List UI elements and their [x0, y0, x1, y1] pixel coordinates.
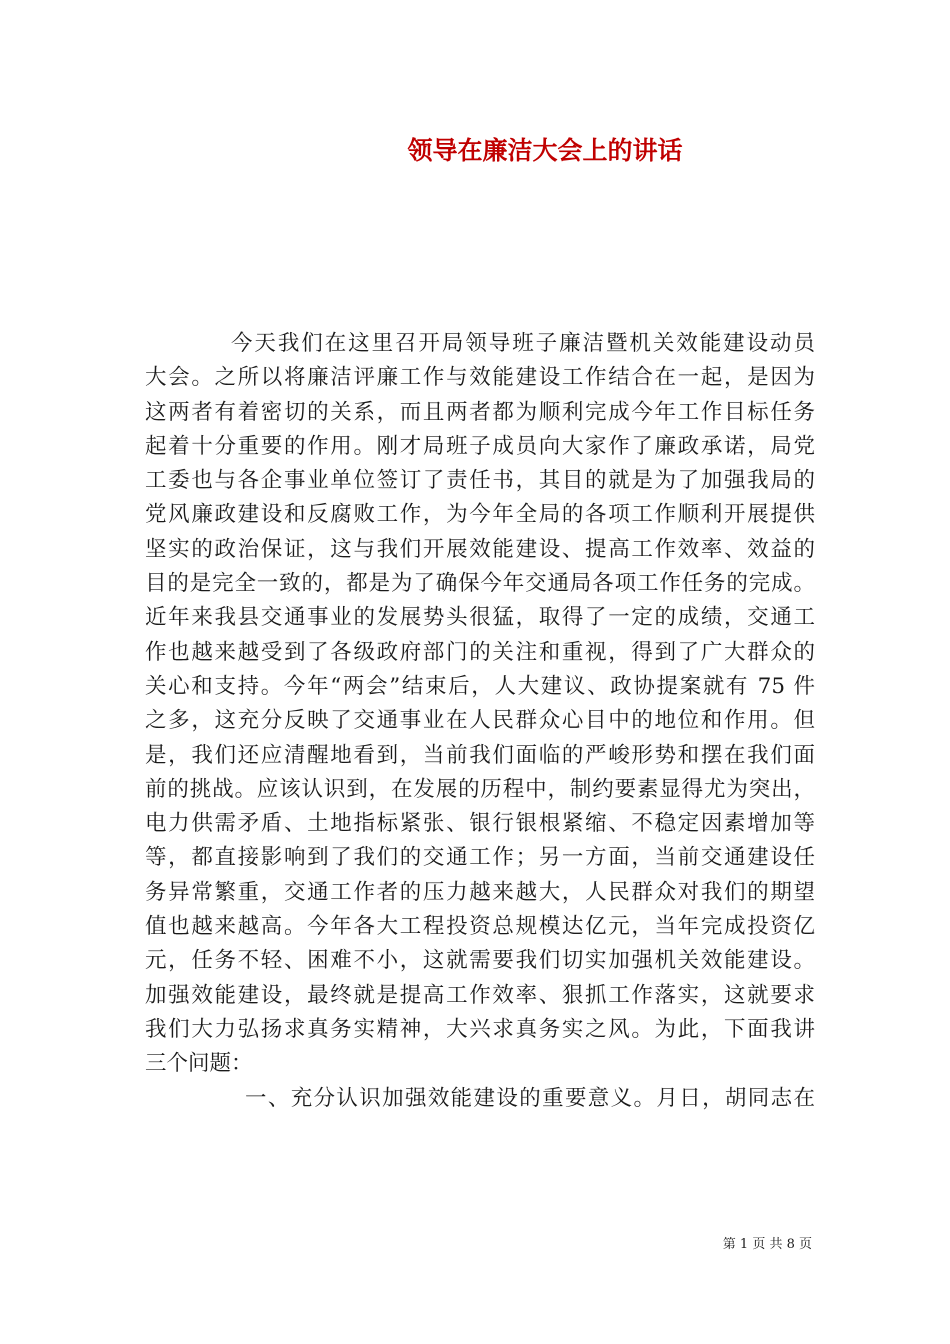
body-line: 电力供需矛盾、土地指标紧张、银行银根紧缩、不稳定因素增加等 [145, 811, 815, 837]
body-line: 关心和支持。今年“两会”结束后，人大建议、政协提案就有 75 件 [145, 673, 815, 699]
body-line: 加强效能建设，最终就是提高工作效率、狠抓工作落实，这就要求 [145, 982, 815, 1008]
body-line: 今天我们在这里召开局领导班子廉洁暨机关效能建设动员 [231, 331, 815, 356]
body-line: 之多，这充分反映了交通事业在人民群众心目中的地位和作用。但 [145, 708, 815, 734]
body-line: 目的是完全一致的，都是为了确保今年交通局各项工作任务的完成。 [145, 571, 815, 597]
body-line: 前的挑战。应该认识到，在发展的历程中，制约要素显得尤为突出， [145, 776, 815, 802]
body-line: 起着十分重要的作用。刚才局班子成员向大家作了廉政承诺，局党 [145, 433, 815, 459]
body-line: 是，我们还应清醒地看到，当前我们面临的严峻形势和摆在我们面 [145, 742, 815, 768]
body-line: 坚实的政治保证，这与我们开展效能建设、提高工作效率、效益的 [145, 536, 815, 562]
page-number: 第 1 页 共 8 页 [722, 1237, 812, 1252]
body-line: 一、充分认识加强效能建设的重要意义。月日，胡同志在 [245, 1085, 815, 1111]
body-line: 这两者有着密切的关系，而且两者都为顺利完成今年工作目标任务 [145, 399, 815, 425]
body-line: 作也越来越受到了各级政府部门的关注和重视，得到了广大群众的 [145, 639, 815, 665]
document-body [145, 327, 815, 1116]
body-line: 工委也与各企事业单位签订了责任书，其目的就是为了加强我局的 [145, 468, 815, 494]
document-title: 领导在廉洁大会上的讲话 [407, 136, 683, 165]
body-line: 大会。之所以将廉洁评廉工作与效能建设工作结合在一起，是因为 [145, 365, 815, 391]
body-line: 务异常繁重，交通工作者的压力越来越大，人民群众对我们的期望 [145, 879, 815, 905]
body-line: 值也越来越高。今年各大工程投资总规模达亿元，当年完成投资亿 [145, 914, 815, 940]
body-line: 三个问题： [145, 1051, 253, 1077]
body-line: 我们大力弘扬求真务实精神，大兴求真务实之风。为此，下面我讲 [145, 1016, 815, 1042]
body-line: 元，任务不轻、困难不小，这就需要我们切实加强机关效能建设。 [145, 948, 815, 974]
body-line: 党风廉政建设和反腐败工作，为今年全局的各项工作顺利开展提供 [145, 502, 815, 528]
body-line: 等，都直接影响到了我们的交通工作；另一方面，当前交通建设任 [145, 845, 815, 871]
body-line: 近年来我县交通事业的发展势头很猛，取得了一定的成绩，交通工 [145, 605, 815, 631]
